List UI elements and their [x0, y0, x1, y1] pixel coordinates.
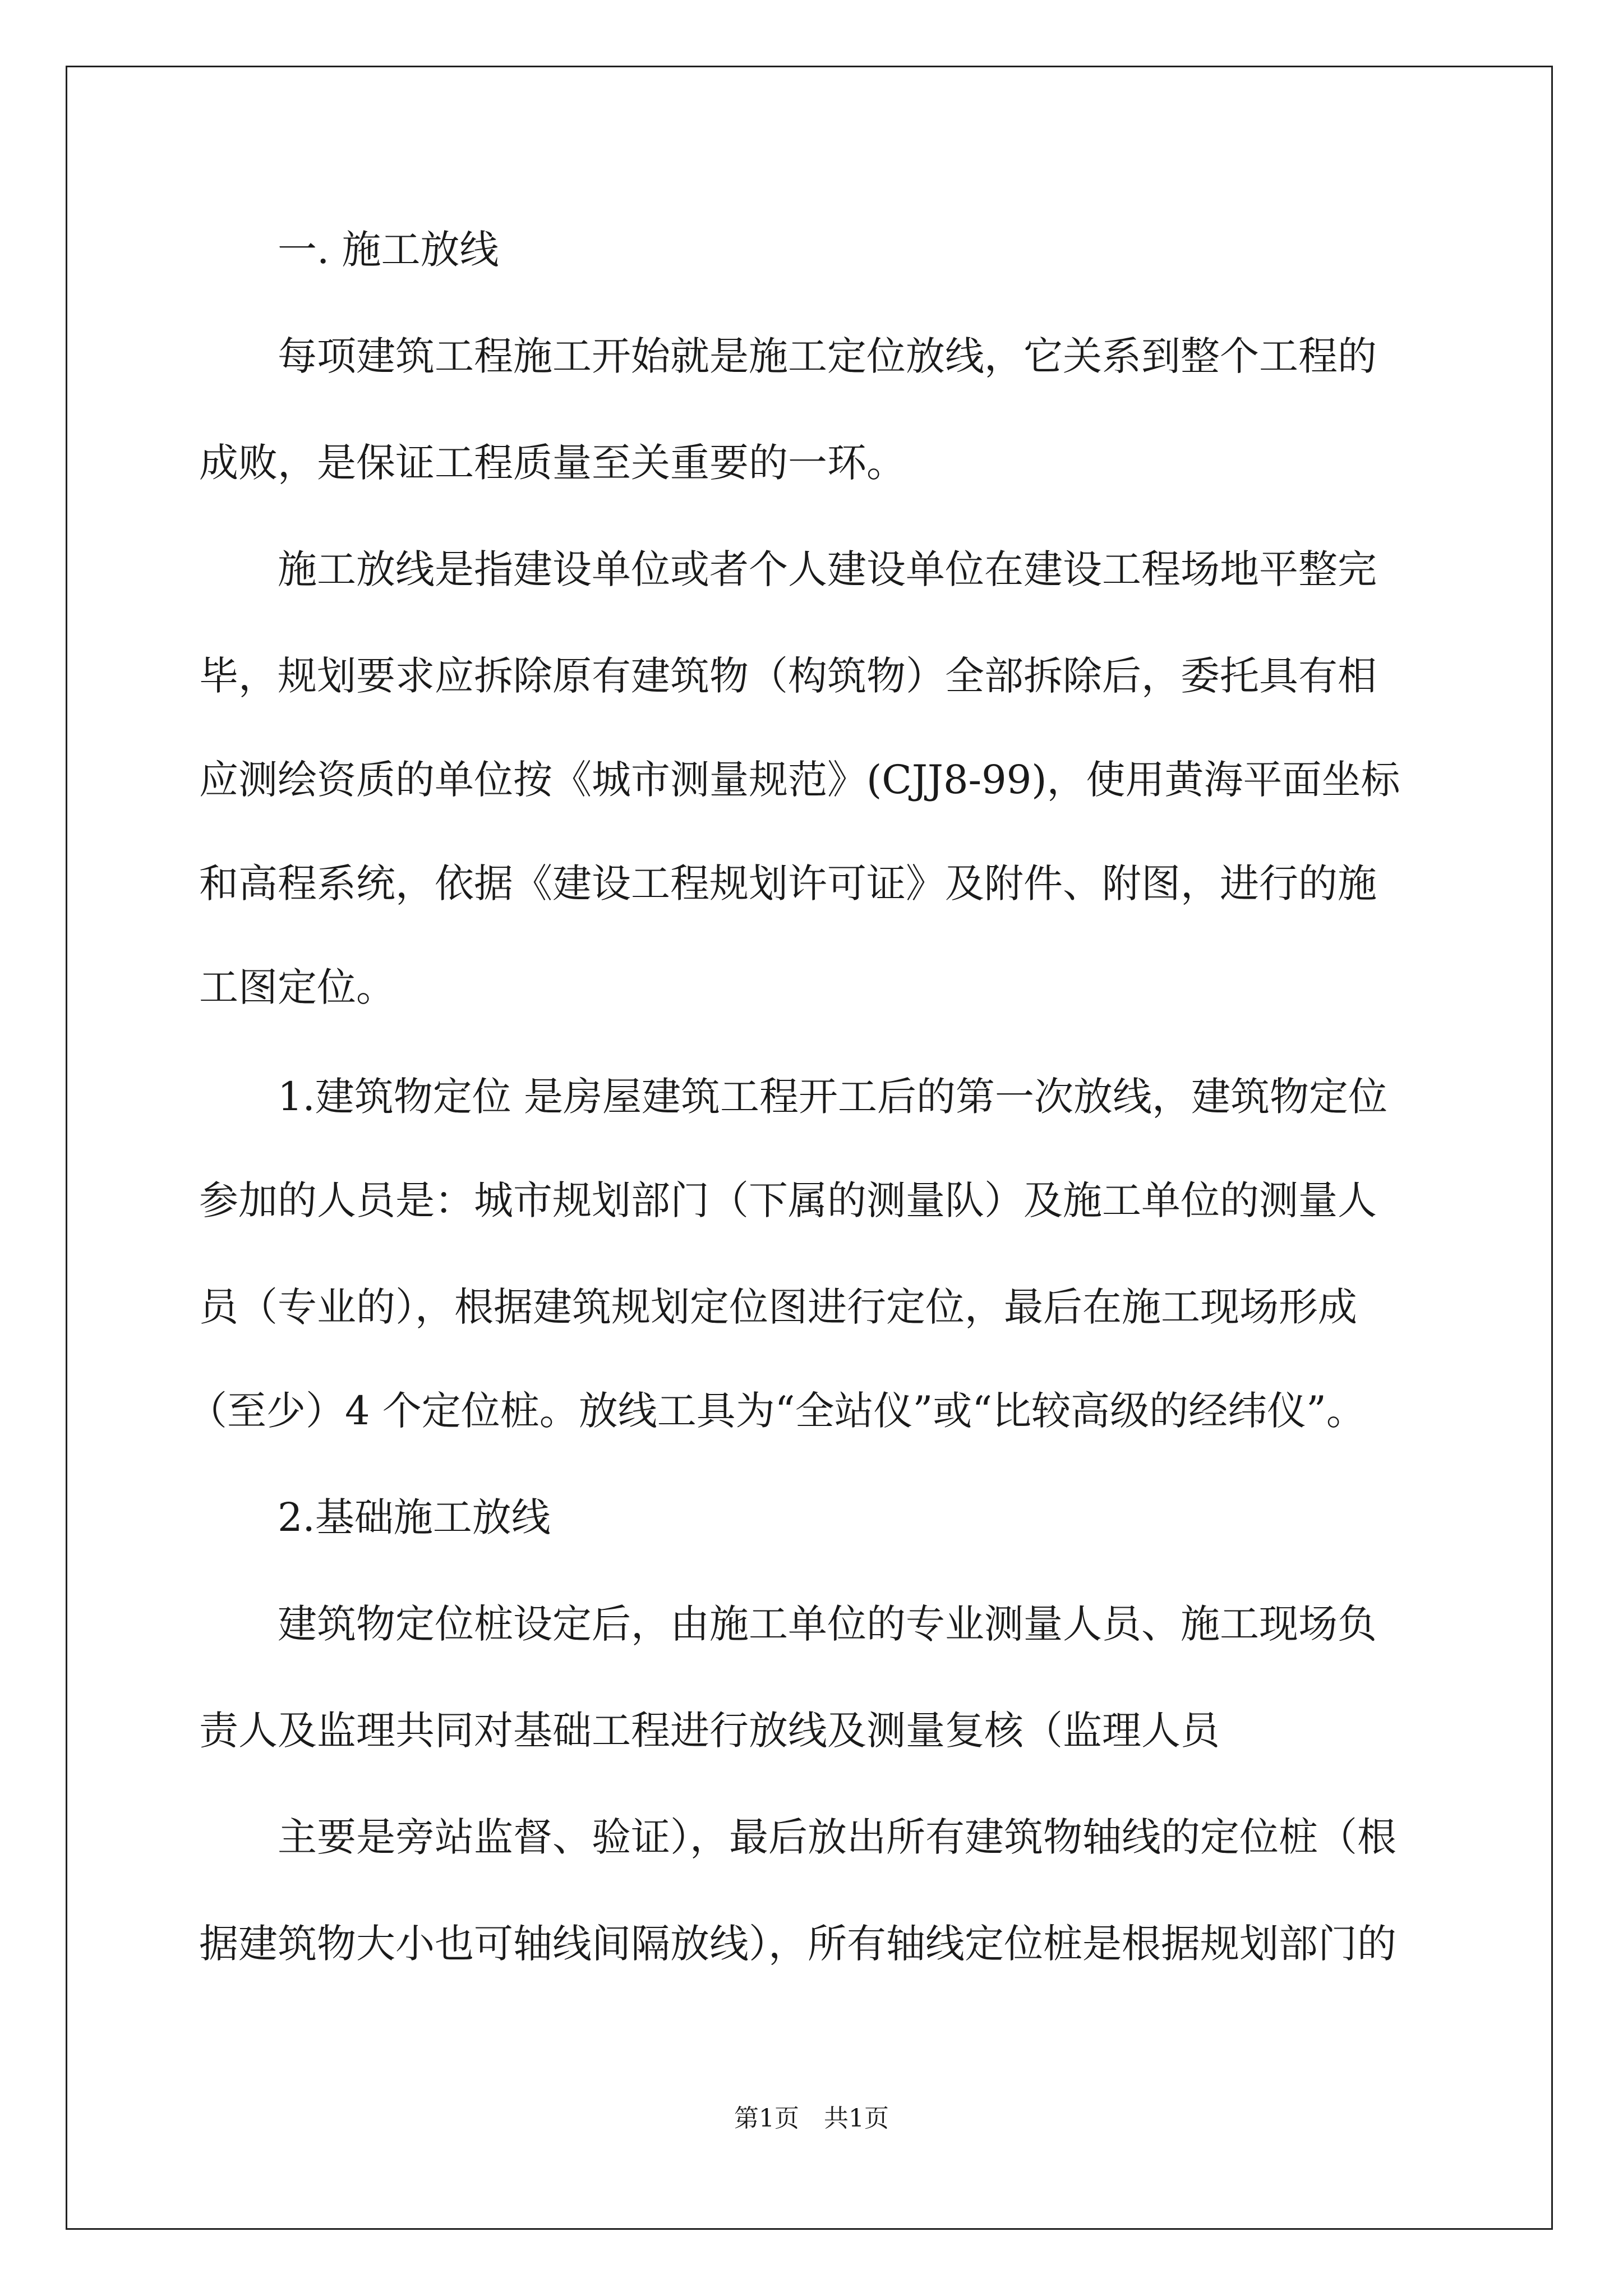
paragraph-line: （至少）4 个定位桩。放线工具为“全站仪”或“比较高级的经纬仪”。 [188, 1388, 1366, 1434]
paragraph-line: 每项建筑工程施工开始就是施工定位放线，它关系到整个工程的 [278, 333, 1377, 379]
paragraph-line: 毕，规划要求应拆除原有建筑物（构筑物）全部拆除后，委托具有相 [199, 653, 1377, 699]
paragraph-line: 工图定位。 [199, 964, 395, 1010]
page-border [66, 66, 1553, 2230]
paragraph-line: 成败，是保证工程质量至关重要的一环。 [199, 440, 906, 486]
subsection-heading: 2.基础施工放线 [278, 1494, 551, 1540]
paragraph-line: 主要是旁站监督、验证），最后放出所有建筑物轴线的定位桩（根 [278, 1814, 1396, 1860]
paragraph-line: 建筑物定位桩设定后，由施工单位的专业测量人员、施工现场负 [278, 1601, 1377, 1647]
paragraph-line: 据建筑物大小也可轴线间隔放线），所有轴线定位桩是根据规划部门的 [199, 1921, 1396, 1967]
page-number: 第1页 共1页 [734, 2104, 889, 2133]
paragraph-line: 施工放线是指建设单位或者个人建设单位在建设工程场地平整完 [278, 546, 1377, 592]
paragraph-line: 应测绘资质的单位按《城市测量规范》(CJJ8-99)，使用黄海平面坐标 [199, 757, 1400, 803]
paragraph-line: 员（专业的），根据建筑规划定位图进行定位，最后在施工现场形成 [199, 1284, 1357, 1330]
paragraph-line: 和高程系统，依据《建设工程规划许可证》及附件、附图，进行的施 [199, 861, 1377, 907]
paragraph-line: 责人及监理共同对基础工程进行放线及测量复核（监理人员 [199, 1708, 1220, 1754]
paragraph-line: 1.建筑物定位 是房屋建筑工程开工后的第一次放线，建筑物定位 [278, 1074, 1388, 1120]
section-heading: 一. 施工放线 [278, 227, 499, 273]
paragraph-line: 参加的人员是：城市规划部门（下属的测量队）及施工单位的测量人 [199, 1177, 1377, 1223]
